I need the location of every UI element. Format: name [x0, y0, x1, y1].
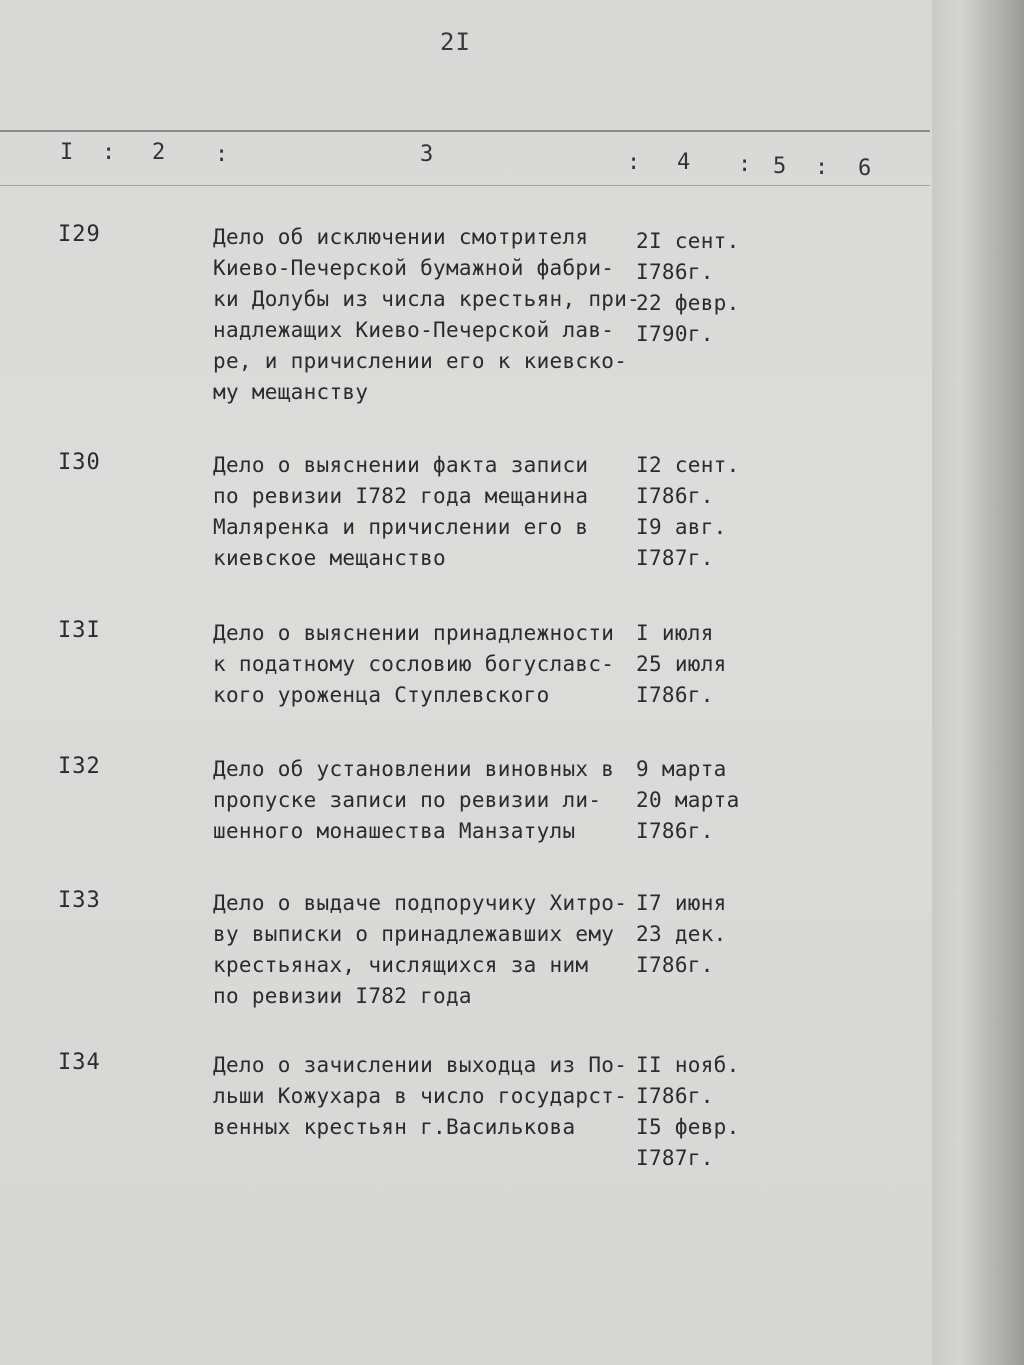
- entry-number: I30: [58, 450, 101, 475]
- date-line: I7 июня: [636, 891, 727, 915]
- date-line: I787г.: [636, 546, 714, 570]
- column-header-1: I: [60, 140, 74, 165]
- entry-dates: [636, 450, 776, 574]
- description-line: ву выписки о принадлежавших ему: [213, 922, 615, 946]
- column-header-5: 5: [773, 154, 787, 179]
- date-line: 2I сент.: [636, 229, 740, 253]
- column-header-6: 6: [858, 156, 872, 181]
- date-line: I2 сент.: [636, 453, 740, 477]
- description-line: ре, и причислении его к киевско-: [213, 349, 628, 373]
- date-line: I июля: [636, 621, 714, 645]
- description-line: к податному сословию богуславс-: [213, 652, 615, 676]
- description-line: по ревизии I782 года: [213, 984, 472, 1008]
- page-number: 2I: [440, 28, 471, 56]
- description-line: надлежащих Киево-Печерской лав-: [213, 318, 615, 342]
- column-separator: :: [738, 152, 752, 177]
- date-line: 22 февр.: [636, 291, 740, 315]
- date-line: I790г.: [636, 322, 714, 346]
- column-header-3: 3: [420, 142, 434, 167]
- column-separator: :: [102, 140, 116, 165]
- entry-number: I33: [58, 888, 101, 913]
- description-line: Дело о зачислении выходца из По-: [213, 1053, 628, 1077]
- description-line: по ревизии I782 года мещанина: [213, 484, 589, 508]
- entry-description: [213, 222, 643, 408]
- description-line: Дело о выяснении принадлежности: [213, 621, 615, 645]
- column-separator: :: [627, 150, 641, 175]
- date-line: 9 марта: [636, 757, 727, 781]
- description-line: кого уроженца Ступлевского: [213, 683, 550, 707]
- description-line: киевское мещанство: [213, 546, 446, 570]
- date-line: I787г.: [636, 1146, 714, 1170]
- description-line: Маляренка и причислении его в: [213, 515, 589, 539]
- description-line: пропуске записи по ревизии ли-: [213, 788, 602, 812]
- entry-description: [213, 754, 643, 847]
- entry-number: I34: [58, 1050, 101, 1075]
- entry-dates: [636, 888, 776, 981]
- description-line: льши Кожухара в число государст-: [213, 1084, 628, 1108]
- description-line: Дело об установлении виновных в: [213, 757, 615, 781]
- entry-description: [213, 450, 643, 574]
- description-line: Дело о выдаче подпоручику Хитро-: [213, 891, 628, 915]
- description-line: му мещанству: [213, 380, 369, 404]
- entry-dates: [636, 618, 776, 711]
- date-line: 25 июля: [636, 652, 727, 676]
- date-line: I786г.: [636, 953, 714, 977]
- date-line: I786г.: [636, 1084, 714, 1108]
- date-line: II нояб.: [636, 1053, 740, 1077]
- entry-description: [213, 1050, 643, 1143]
- description-line: ки Долубы из числа крестьян, при-: [213, 287, 641, 311]
- description-line: Дело об исключении смотрителя: [213, 225, 589, 249]
- entry-dates: [636, 754, 776, 847]
- date-line: I5 февр.: [636, 1115, 740, 1139]
- entry-description: [213, 888, 643, 1012]
- date-line: I786г.: [636, 260, 714, 284]
- description-line: венных крестьян г.Василькова: [213, 1115, 576, 1139]
- description-line: шенного монашества Манзатулы: [213, 819, 576, 843]
- date-line: 20 марта: [636, 788, 740, 812]
- date-line: 23 дек.: [636, 922, 727, 946]
- description-line: Дело о выяснении факта записи: [213, 453, 589, 477]
- column-header-2: 2: [152, 140, 166, 165]
- entry-dates: [636, 1050, 776, 1174]
- entry-number: I29: [58, 222, 101, 247]
- date-line: I786г.: [636, 819, 714, 843]
- entry-number: I32: [58, 754, 101, 779]
- header-rule-bottom: [0, 185, 930, 186]
- column-header-4: 4: [677, 150, 691, 175]
- header-rule-top: [0, 130, 930, 132]
- date-line: I9 авг.: [636, 515, 727, 539]
- entry-dates: [636, 226, 776, 350]
- entry-number: I3I: [58, 618, 101, 643]
- column-separator: :: [815, 155, 829, 180]
- date-line: I786г.: [636, 484, 714, 508]
- date-line: I786г.: [636, 683, 714, 707]
- description-line: Киево-Печерской бумажной фабри-: [213, 256, 615, 280]
- entry-description: [213, 618, 643, 711]
- column-separator: :: [215, 142, 229, 167]
- page-edge: [932, 0, 1024, 1365]
- description-line: крестьянах, числящихся за ним: [213, 953, 589, 977]
